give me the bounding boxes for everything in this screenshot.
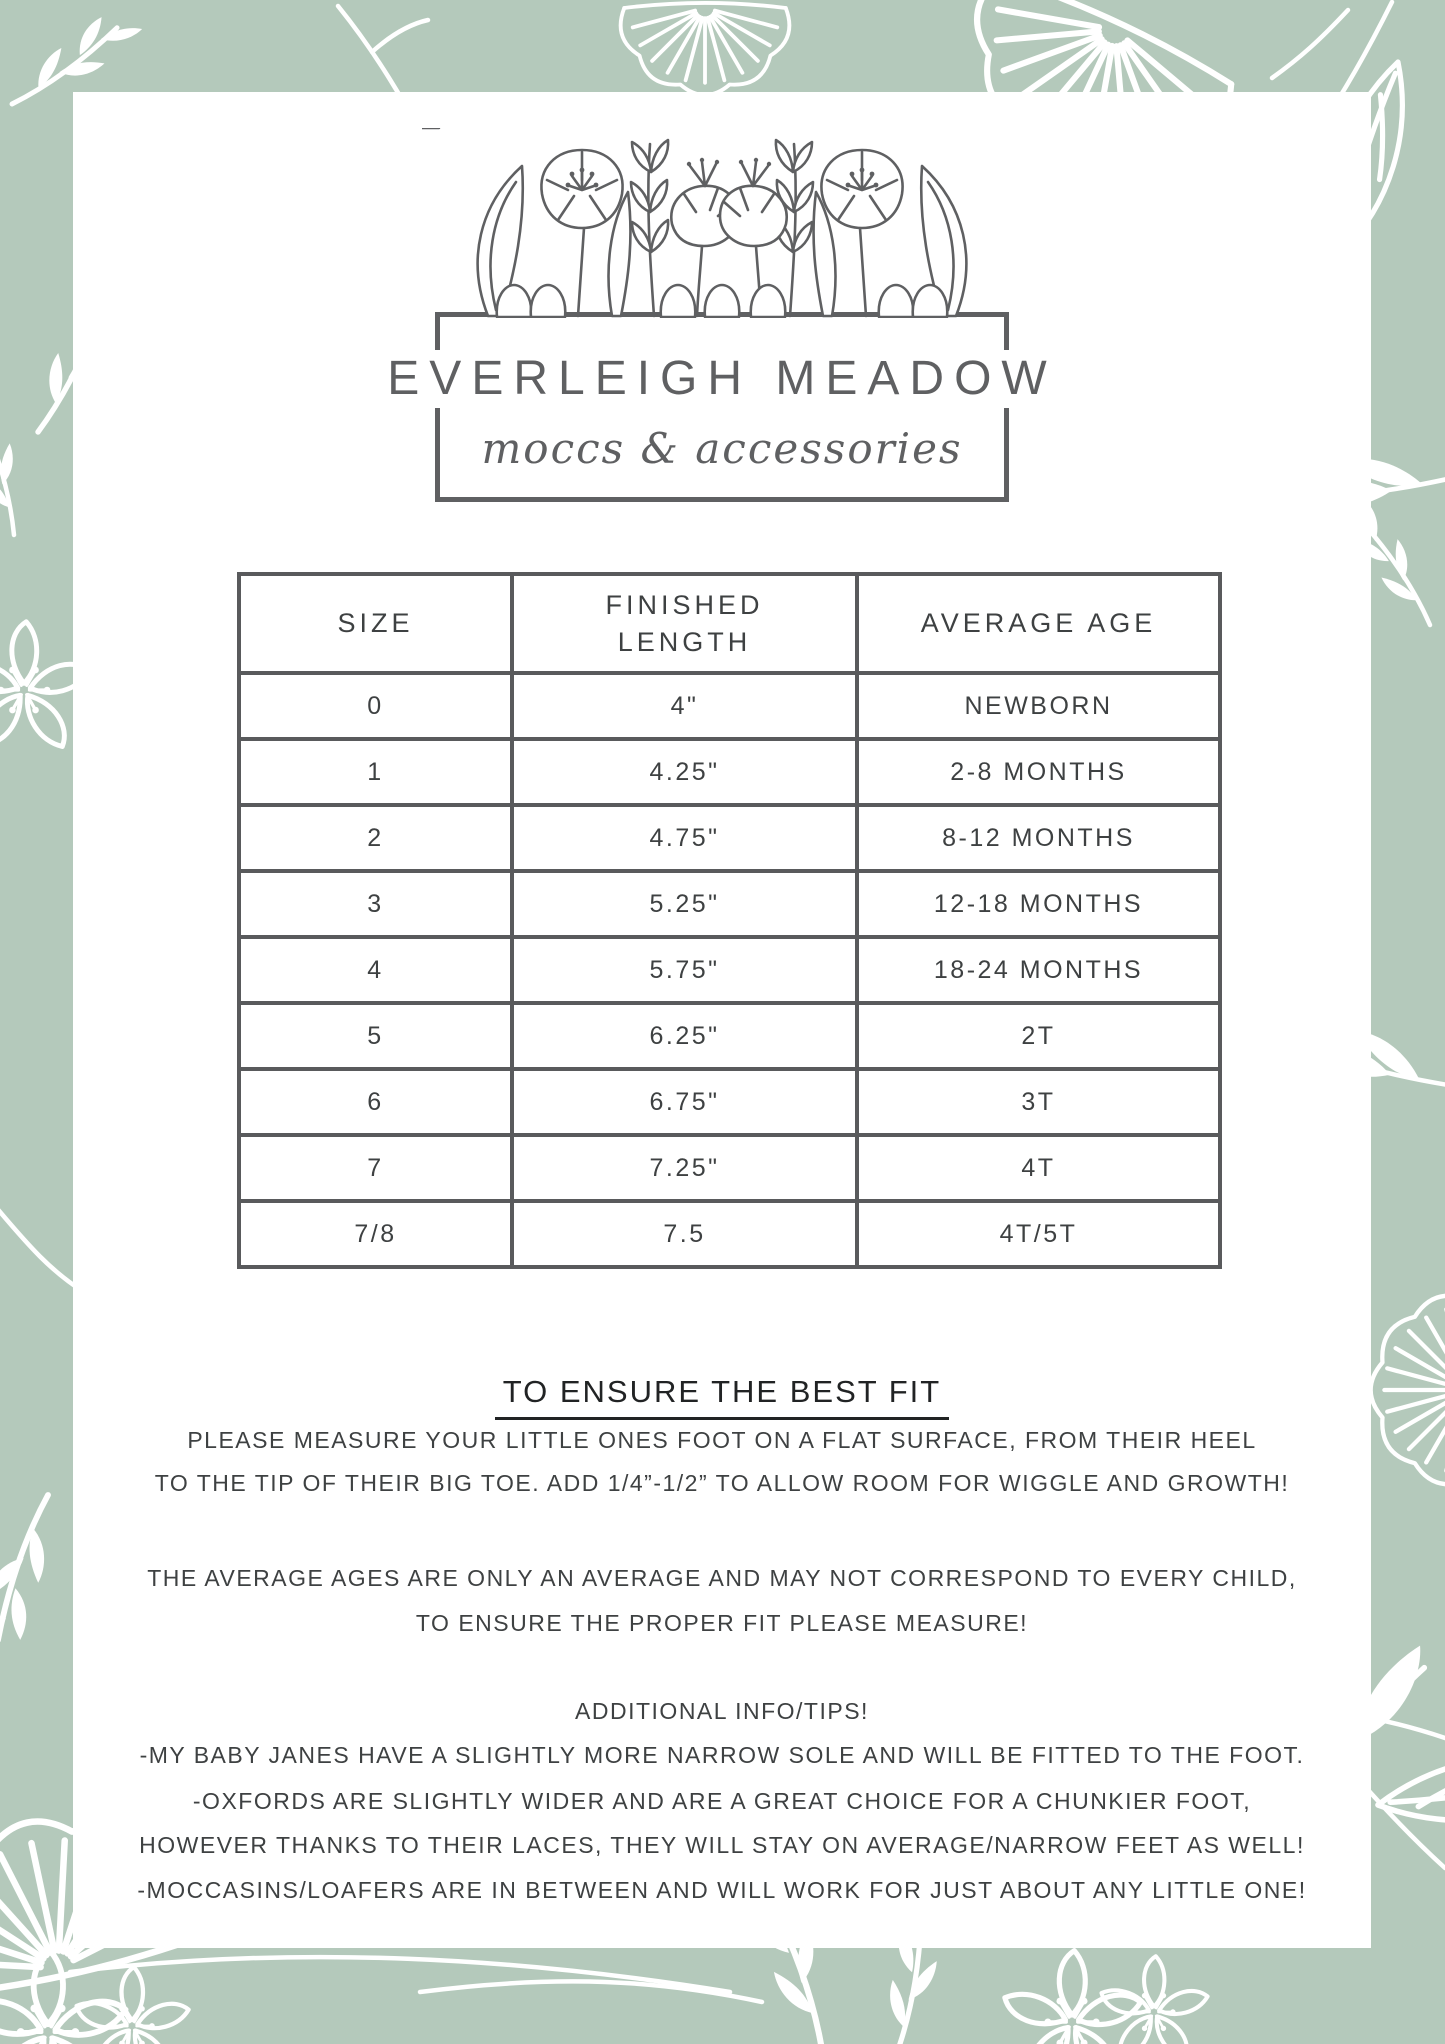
cell-age: 3T bbox=[857, 1069, 1220, 1135]
cell-size: 1 bbox=[239, 739, 512, 805]
table-header-row bbox=[239, 574, 1220, 673]
tip-moccasins: -MOCCASINS/LOAFERS ARE IN BETWEEN AND WILL WORK FOR JUST ABOUT ANY LITTLE ONE! bbox=[137, 1877, 1307, 1903]
tip-oxfords-2: HOWEVER THANKS TO THEIR LACES, THEY WILL STAY ON AVERAGE/NARROW FEET AS WELL! bbox=[139, 1832, 1305, 1858]
cell-length: 4.75" bbox=[512, 805, 857, 871]
brand-logo bbox=[387, 128, 1057, 528]
table-row bbox=[239, 871, 1220, 937]
table-row bbox=[239, 805, 1220, 871]
cell-age: 12-18 MONTHS bbox=[857, 871, 1220, 937]
column-header-average-age: AVERAGE AGE bbox=[857, 574, 1220, 673]
measure-instructions-line-1: PLEASE MEASURE YOUR LITTLE ONES FOOT ON A FLAT SURFACE, FROM THEIR HEEL bbox=[187, 1427, 1257, 1453]
logo-flowers-illustration bbox=[422, 128, 1022, 318]
fit-guide-heading bbox=[73, 1374, 1371, 1420]
cell-age: 8-12 MONTHS bbox=[857, 805, 1220, 871]
column-header-finished-length: FINISHED LENGTH bbox=[512, 574, 857, 673]
tips-heading: ADDITIONAL INFO/TIPS! bbox=[575, 1698, 869, 1724]
cell-age: 4T bbox=[857, 1135, 1220, 1201]
cell-size: 2 bbox=[239, 805, 512, 871]
table-row bbox=[239, 673, 1220, 739]
cell-size: 7 bbox=[239, 1135, 512, 1201]
cell-length: 5.75" bbox=[512, 937, 857, 1003]
cell-length: 7.5 bbox=[512, 1201, 857, 1267]
brand-name: EVERLEIGH MEADOW bbox=[373, 350, 1070, 408]
measure-instructions-line-2: TO THE TIP OF THEIR BIG TOE. ADD 1/4”-1/2” TO ALLOW ROOM FOR WIGGLE AND GROWTH! bbox=[154, 1470, 1290, 1496]
fit-guide-heading-text: TO ENSURE THE BEST FIT bbox=[495, 1374, 949, 1420]
cell-size: 3 bbox=[239, 871, 512, 937]
average-age-note-line-1: THE AVERAGE AGES ARE ONLY AN AVERAGE AND MAY NOT CORRESPOND TO EVERY CHILD, bbox=[147, 1565, 1297, 1591]
cell-age: 2-8 MONTHS bbox=[857, 739, 1220, 805]
cell-age: NEWBORN bbox=[857, 673, 1220, 739]
cell-size: 5 bbox=[239, 1003, 512, 1069]
cell-length: 5.25" bbox=[512, 871, 857, 937]
content-panel bbox=[73, 92, 1371, 1948]
cell-length: 6.25" bbox=[512, 1003, 857, 1069]
table-row bbox=[239, 1201, 1220, 1267]
cell-size: 6 bbox=[239, 1069, 512, 1135]
column-header-size: SIZE bbox=[239, 574, 512, 673]
cell-age: 18-24 MONTHS bbox=[857, 937, 1220, 1003]
cell-length: 6.75" bbox=[512, 1069, 857, 1135]
average-age-note-line-2: TO ENSURE THE PROPER FIT PLEASE MEASURE! bbox=[415, 1610, 1029, 1636]
cell-size: 0 bbox=[239, 673, 512, 739]
cell-size: 7/8 bbox=[239, 1201, 512, 1267]
cell-age: 2T bbox=[857, 1003, 1220, 1069]
cell-length: 4" bbox=[512, 673, 857, 739]
size-chart-table bbox=[237, 572, 1222, 1269]
table-row bbox=[239, 739, 1220, 805]
cell-size: 4 bbox=[239, 937, 512, 1003]
table-row bbox=[239, 1003, 1220, 1069]
tip-baby-janes: -MY BABY JANES HAVE A SLIGHTLY MORE NARROW SOLE AND WILL BE FITTED TO THE FOOT. bbox=[139, 1742, 1305, 1768]
table-row bbox=[239, 1135, 1220, 1201]
brand-tagline: moccs & accessories bbox=[481, 424, 963, 473]
cell-age: 4T/5T bbox=[857, 1201, 1220, 1267]
tip-oxfords-1: -OXFORDS ARE SLIGHTLY WIDER AND ARE A GREAT CHOICE FOR A CHUNKIER FOOT, bbox=[192, 1788, 1252, 1814]
table-row bbox=[239, 1069, 1220, 1135]
table-row bbox=[239, 937, 1220, 1003]
cell-length: 7.25" bbox=[512, 1135, 857, 1201]
cell-length: 4.25" bbox=[512, 739, 857, 805]
